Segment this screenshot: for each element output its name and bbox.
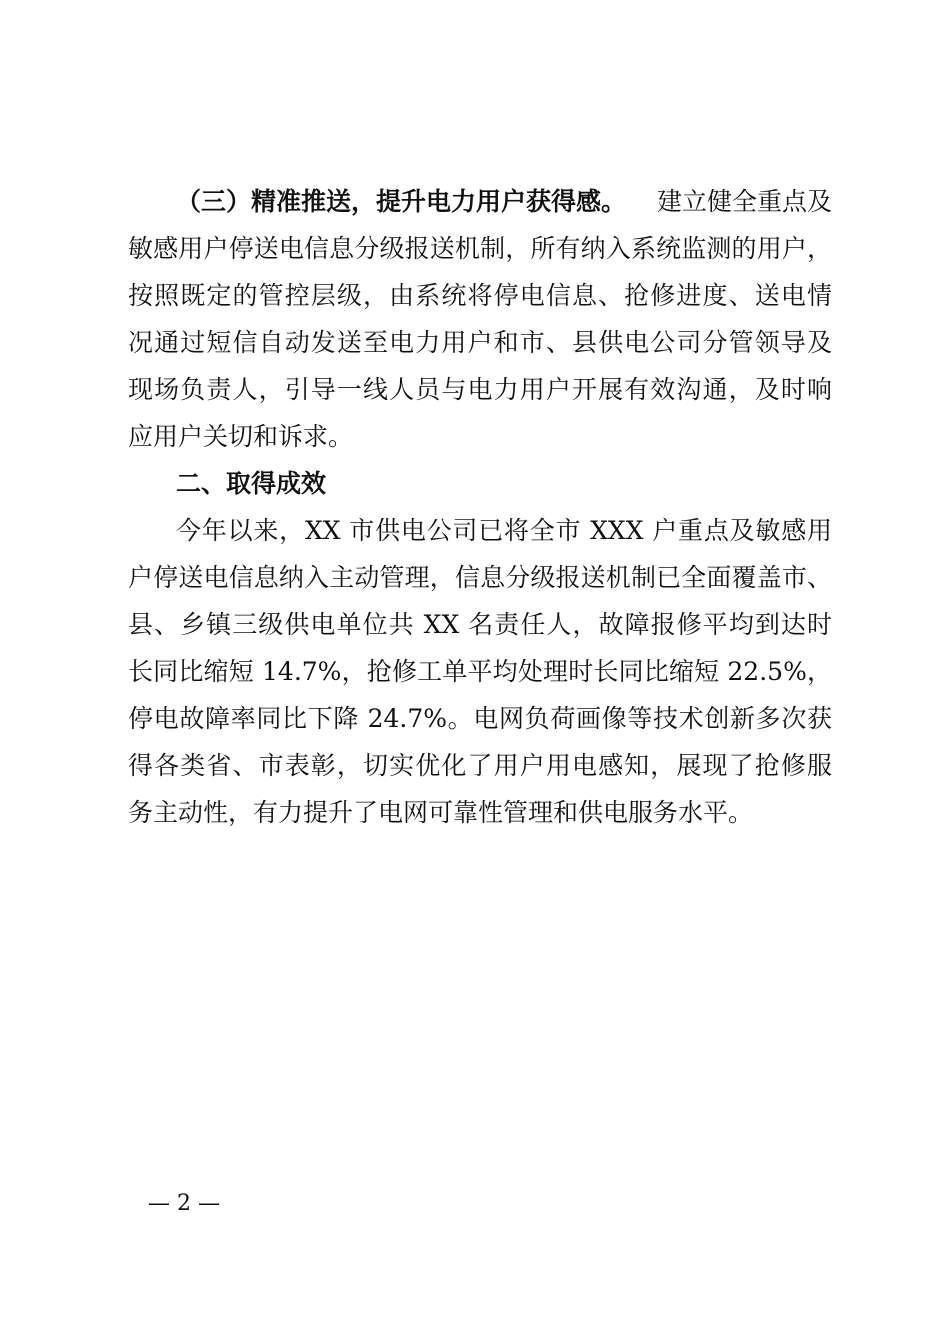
section-3-line-3: 按照既定的管控层级，由系统将停电信息、抢修进度、送电情 xyxy=(128,281,832,310)
section-3-line-4: 况通过短信自动发送至电力用户和市、县供电公司分管领导及 xyxy=(128,328,832,357)
section-3-line-2: 敏感用户停送电信息分级报送机制，所有纳入系统监测的用户， xyxy=(128,234,832,263)
results-line-4: 长同比缩短 14.7%，抢修工单平均处理时长同比缩短 22.5%， xyxy=(128,657,832,686)
results-line-6: 得各类省、市表彰，切实优化了用户用电感知，展现了抢修服 xyxy=(128,751,832,780)
results-line-7: 务主动性，有力提升了电网可靠性管理和供电服务水平。 xyxy=(128,798,754,827)
heading-results: 二、取得成效 xyxy=(176,469,327,498)
section-3-line-5: 现场负责人，引导一线人员与电力用户开展有效沟通，及时响 xyxy=(128,375,832,404)
results-line-2: 户停送电信息纳入主动管理，信息分级报送机制已全面覆盖市、 xyxy=(128,563,832,592)
section-3-first-line xyxy=(176,187,832,217)
page-number: — 2 — xyxy=(148,1191,220,1216)
section-3-line-1-rest: 建立健全重点及 xyxy=(656,187,832,216)
results-line-5: 停电故障率同比下降 24.7%。电网负荷画像等技术创新多次获 xyxy=(128,704,832,733)
section-3-line-6: 应用户关切和诉求。 xyxy=(128,422,354,451)
results-line-1: 今年以来，XX 市供电公司已将全市 XXX 户重点及敏感用 xyxy=(176,516,832,545)
section-3-lead: （三）精准推送，提升电力用户获得感。 xyxy=(176,187,627,216)
results-line-3: 县、乡镇三级供电单位共 XX 名责任人，故障报修平均到达时 xyxy=(128,610,832,639)
